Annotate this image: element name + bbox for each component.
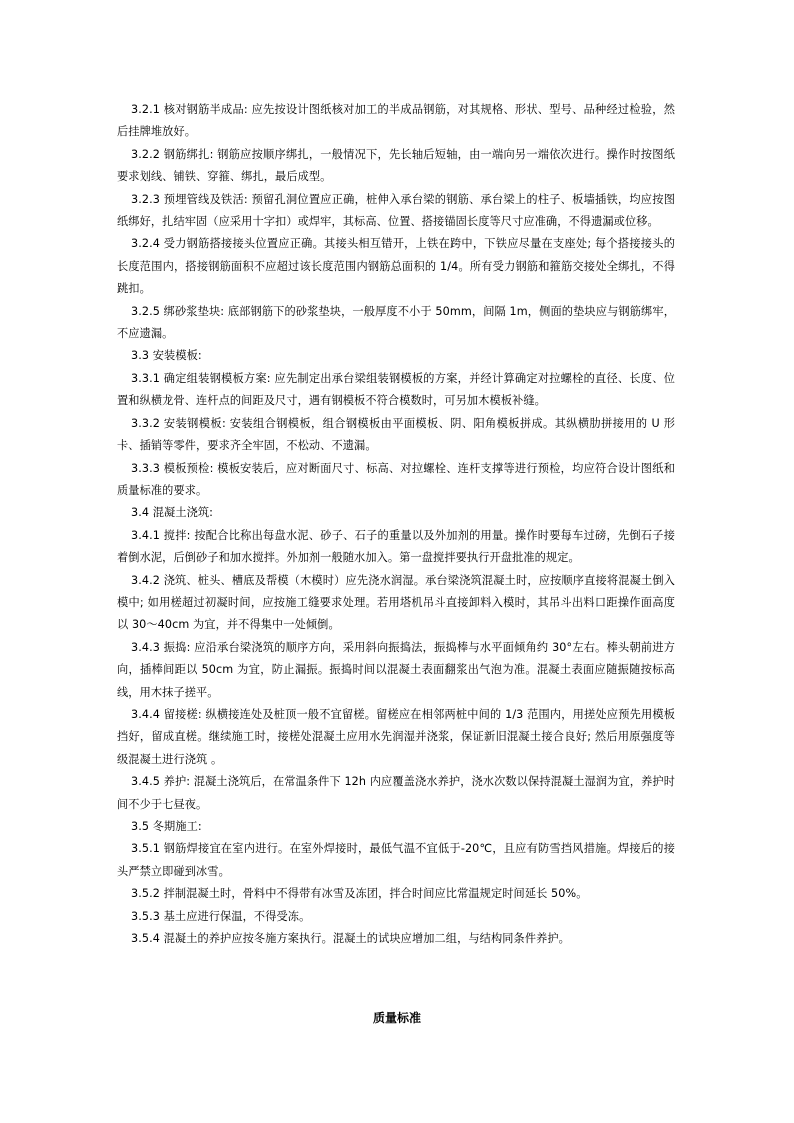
paragraph-3-4-5: 3.4.5 养护: 混凝土浇筑后，在常温条件下 12h 内应覆盖浇水养护，浇水次数以保持混凝土湿润为宜，养护时间不少于七昼夜。 [117, 775, 675, 811]
paragraph-3-3-1: 3.3.1 确定组装钢模板方案: 应先制定出承台梁组装钢模板的方案，并经计算确定对拉螺栓的直径、长度、位置和纵横龙骨、连杆点的间距及尺寸，遇有钢模板不符合模数时，可另加木模板补缝。 [117, 371, 675, 408]
section-heading-3-5: 3.5 冬期施工: [131, 820, 202, 833]
paragraph-3-2-3: 3.2.3 预埋管线及铁活: 预留孔洞位置应正确，桩伸入承台梁的钢筋、承台梁上的柱子、板墙插铁，均应按图纸绑好，扎结牢固（应采用十字扣）或焊牢，其标高、位置、搭接锚固长度等尺寸应准确，不得遗漏或位移。 [117, 192, 675, 229]
paragraph-3-4-4: 3.4.4 留接槎: 纵横接连处及桩顶一般不宜留槎。留槎应在相邻两桩中间的 1/3 范围内，用搓处应预先用模板挡好，留成直槎。继续施工时，接槎处混凝土应用水先润湿并浇浆，保证新旧混凝土接合良好; 然后用原强度等级混凝土进行浇筑 。 [117, 707, 675, 766]
paragraph-3-5-3: 3.5.3 基土应进行保温，不得受冻。 [131, 909, 311, 923]
section-title-quality-standard: 质量标准 [372, 1011, 421, 1025]
paragraph-3-3-2: 3.3.2 安装钢模板: 安装组合钢模板，组合钢模板由平面模板、阴、阳角模板拼成。其纵横肋拼接用的 U 形卡、插销等零件，要求齐全牢固，不松动、不遗漏。 [117, 416, 675, 453]
paragraph-3-5-2: 3.5.2 拌制混凝土时，骨料中不得带有冰雪及冻团，拌合时间应比常温规定时间延长 50%。 [131, 887, 588, 901]
paragraph-3-3-3: 3.3.3 模板预检: 模板安装后，应对断面尺寸、标高、对拉螺栓、连杆支撑等进行预检，均应符合设计图纸和质量标准的要求。 [117, 461, 675, 497]
paragraph-3-2-4: 3.2.4 受力钢筋搭接接头位置应正确。其接头相互错开，上铁在跨中，下铁应尽量在支座处; 每个搭接接头的长度范围内，搭接钢筋面积不应超过该长度范围内钢筋总面积的 1/4。所有受力钢筋和箍筋交接处全绑扎，不得跳扣。 [117, 237, 675, 296]
paragraph-3-4-1: 3.4.1 搅拌: 按配合比称出每盘水泥、砂子、石子的重量以及外加剂的用量。操作时要每车过磅，先倒石子接着倒水泥，后倒砂子和加水搅拌。外加剂一般随水加入。第一盘搅拌要执行开盘批准的规定。 [117, 528, 675, 565]
paragraph-3-5-4: 3.5.4 混凝土的养护应按冬施方案执行。混凝土的试块应增加二组，与结构同条件养护。 [131, 932, 570, 946]
document-body [117, 99, 675, 950]
section-heading-3-3: 3.3 安装模板: [131, 349, 202, 363]
paragraph-3-2-5: 3.2.5 绑砂浆垫块: 底部钢筋下的砂浆垫块，一般厚度不小于 50mm，间隔 1m，侧面的垫块应与钢筋绑牢，不应遗漏。 [117, 304, 675, 341]
paragraph-3-4-3: 3.4.3 振捣: 应沿承台梁浇筑的顺序方向，采用斜向振捣法，振捣棒与水平面倾角约 30°左右。棒头朝前进方向，插棒间距以 50cm 为宜，防止漏振。振捣时间以混凝土表面翻浆出气泡为准。混凝土表面应随振随按标高线，用木抹子搓平。 [117, 640, 675, 699]
paragraph-3-4-2: 3.4.2 浇筑、桩头、槽底及帮模（木模时）应先浇水润湿。承台梁浇筑混凝土时，应按顺序直接将混凝土倒入模中; 如用槎超过初凝时间，应按施工缝要求处理。若用塔机吊斗直接卸料入模时，其吊斗出料口距操作面高度以 30～40cm 为宜，并不得集中一处倾倒。 [117, 573, 675, 632]
paragraph-3-2-1: 3.2.1 核对钢筋半成品: 应先按设计图纸核对加工的半成品钢筋，对其规格、形状、型号、品种经过检验，然后挂牌堆放好。 [117, 103, 675, 139]
section-heading-3-4: 3.4 混凝土浇筑: [131, 506, 214, 520]
paragraph-3-5-1: 3.5.1 钢筋焊接宜在室内进行。在室外焊接时，最低气温不宜低于-20℃，且应有防雪挡风措施。焊接后的接头严禁立即碰到冰雪。 [117, 842, 675, 878]
paragraph-3-2-2: 3.2.2 钢筋绑扎: 钢筋应按顺序绑扎，一般情况下，先长轴后短轴，由一端向另一端依次进行。操作时按图纸要求划线、铺铁、穿箍、绑扎，最后成型。 [117, 147, 675, 184]
